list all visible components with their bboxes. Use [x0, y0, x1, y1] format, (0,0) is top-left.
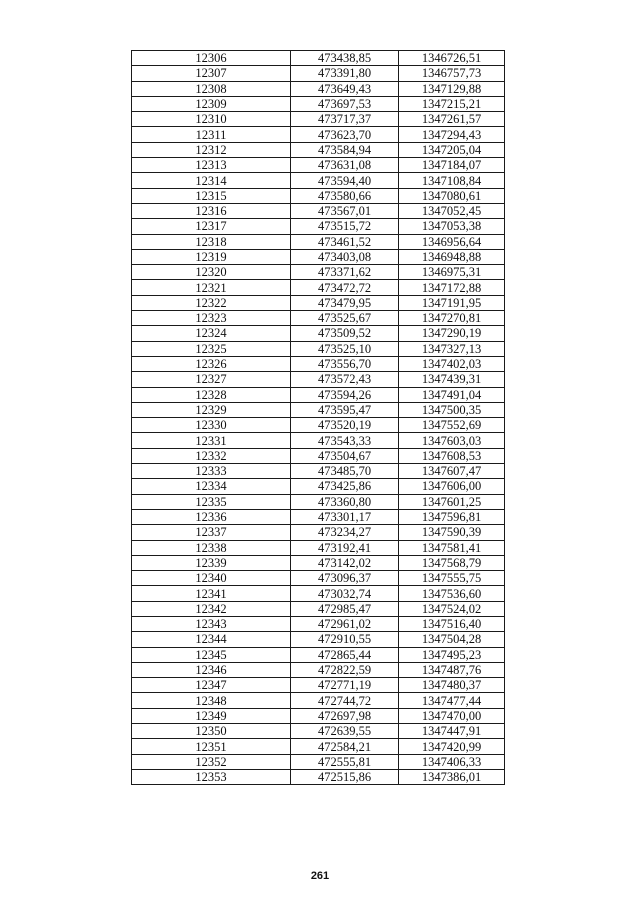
y-coordinate-cell: 1347581,41 — [399, 540, 505, 555]
table-row — [132, 127, 505, 142]
point-id-cell: 12310 — [132, 112, 291, 127]
x-coordinate-cell: 473509,52 — [291, 326, 399, 341]
y-coordinate-cell: 1346757,73 — [399, 66, 505, 81]
y-coordinate-cell: 1347555,75 — [399, 571, 505, 586]
x-coordinate-cell: 473301,17 — [291, 509, 399, 524]
table-row — [132, 662, 505, 677]
point-id-cell: 12352 — [132, 754, 291, 769]
table-row — [132, 188, 505, 203]
table-row — [132, 66, 505, 81]
table-row — [132, 632, 505, 647]
table-row — [132, 112, 505, 127]
x-coordinate-cell: 473192,41 — [291, 540, 399, 555]
x-coordinate-cell: 473360,80 — [291, 494, 399, 509]
x-coordinate-cell: 473425,86 — [291, 479, 399, 494]
x-coordinate-cell: 472822,59 — [291, 662, 399, 677]
y-coordinate-cell: 1347552,69 — [399, 418, 505, 433]
x-coordinate-cell: 473631,08 — [291, 158, 399, 173]
y-coordinate-cell: 1347470,00 — [399, 708, 505, 723]
y-coordinate-cell: 1347536,60 — [399, 586, 505, 601]
point-id-cell: 12326 — [132, 356, 291, 371]
point-id-cell: 12344 — [132, 632, 291, 647]
x-coordinate-cell: 473472,72 — [291, 280, 399, 295]
table-row — [132, 372, 505, 387]
point-id-cell: 12340 — [132, 571, 291, 586]
point-id-cell: 12325 — [132, 341, 291, 356]
y-coordinate-cell: 1347172,88 — [399, 280, 505, 295]
table-row — [132, 356, 505, 371]
x-coordinate-cell: 473520,19 — [291, 418, 399, 433]
x-coordinate-cell: 472584,21 — [291, 739, 399, 754]
y-coordinate-cell: 1347052,45 — [399, 203, 505, 218]
y-coordinate-cell: 1347491,04 — [399, 387, 505, 402]
y-coordinate-cell: 1347108,84 — [399, 173, 505, 188]
table-row — [132, 479, 505, 494]
point-id-cell: 12322 — [132, 295, 291, 310]
y-coordinate-cell: 1347184,07 — [399, 158, 505, 173]
table-row — [132, 555, 505, 570]
x-coordinate-cell: 473032,74 — [291, 586, 399, 601]
y-coordinate-cell: 1347402,03 — [399, 356, 505, 371]
point-id-cell: 12350 — [132, 724, 291, 739]
x-coordinate-cell: 473403,08 — [291, 249, 399, 264]
x-coordinate-cell: 473584,94 — [291, 142, 399, 157]
x-coordinate-cell: 472639,55 — [291, 724, 399, 739]
x-coordinate-cell: 472771,19 — [291, 678, 399, 693]
table-row — [132, 571, 505, 586]
x-coordinate-cell: 473717,37 — [291, 112, 399, 127]
table-row — [132, 525, 505, 540]
point-id-cell: 12308 — [132, 81, 291, 96]
point-id-cell: 12349 — [132, 708, 291, 723]
point-id-cell: 12323 — [132, 311, 291, 326]
table-row — [132, 739, 505, 754]
y-coordinate-cell: 1347603,03 — [399, 433, 505, 448]
point-id-cell: 12320 — [132, 265, 291, 280]
table-row — [132, 234, 505, 249]
table-row — [132, 448, 505, 463]
point-id-cell: 12337 — [132, 525, 291, 540]
y-coordinate-cell: 1347568,79 — [399, 555, 505, 570]
x-coordinate-cell: 472961,02 — [291, 616, 399, 631]
y-coordinate-cell: 1347590,39 — [399, 525, 505, 540]
x-coordinate-cell: 473594,40 — [291, 173, 399, 188]
table-row — [132, 418, 505, 433]
point-id-cell: 12331 — [132, 433, 291, 448]
point-id-cell: 12347 — [132, 678, 291, 693]
x-coordinate-cell: 473594,26 — [291, 387, 399, 402]
table-row — [132, 265, 505, 280]
table-row — [132, 754, 505, 769]
table-row — [132, 586, 505, 601]
point-id-cell: 12345 — [132, 647, 291, 662]
x-coordinate-cell: 472515,86 — [291, 769, 399, 784]
x-coordinate-cell: 472910,55 — [291, 632, 399, 647]
point-id-cell: 12324 — [132, 326, 291, 341]
x-coordinate-cell: 473567,01 — [291, 203, 399, 218]
point-id-cell: 12321 — [132, 280, 291, 295]
y-coordinate-cell: 1347215,21 — [399, 96, 505, 111]
x-coordinate-cell: 473623,70 — [291, 127, 399, 142]
x-coordinate-cell: 473556,70 — [291, 356, 399, 371]
table-row — [132, 81, 505, 96]
table-row — [132, 158, 505, 173]
y-coordinate-cell: 1346726,51 — [399, 51, 505, 66]
x-coordinate-cell: 472744,72 — [291, 693, 399, 708]
table-row — [132, 540, 505, 555]
x-coordinate-cell: 473543,33 — [291, 433, 399, 448]
x-coordinate-cell: 473461,52 — [291, 234, 399, 249]
y-coordinate-cell: 1347500,35 — [399, 402, 505, 417]
page-number: 261 — [310, 870, 330, 882]
x-coordinate-cell: 472985,47 — [291, 601, 399, 616]
x-coordinate-cell: 473515,72 — [291, 219, 399, 234]
point-id-cell: 12333 — [132, 464, 291, 479]
y-coordinate-cell: 1346948,88 — [399, 249, 505, 264]
point-id-cell: 12336 — [132, 509, 291, 524]
table-row — [132, 402, 505, 417]
point-id-cell: 12332 — [132, 448, 291, 463]
x-coordinate-cell: 473525,67 — [291, 311, 399, 326]
point-id-cell: 12316 — [132, 203, 291, 218]
y-coordinate-cell: 1347606,00 — [399, 479, 505, 494]
table-row — [132, 249, 505, 264]
table-row — [132, 173, 505, 188]
table-row — [132, 96, 505, 111]
y-coordinate-cell: 1347294,43 — [399, 127, 505, 142]
coordinates-table-body — [132, 51, 505, 785]
point-id-cell: 12327 — [132, 372, 291, 387]
point-id-cell: 12314 — [132, 173, 291, 188]
y-coordinate-cell: 1347270,81 — [399, 311, 505, 326]
table-row — [132, 509, 505, 524]
point-id-cell: 12353 — [132, 769, 291, 784]
y-coordinate-cell: 1347607,47 — [399, 464, 505, 479]
point-id-cell: 12318 — [132, 234, 291, 249]
y-coordinate-cell: 1346956,64 — [399, 234, 505, 249]
point-id-cell: 12339 — [132, 555, 291, 570]
y-coordinate-cell: 1347205,04 — [399, 142, 505, 157]
point-id-cell: 12338 — [132, 540, 291, 555]
y-coordinate-cell: 1347477,44 — [399, 693, 505, 708]
point-id-cell: 12343 — [132, 616, 291, 631]
table-row — [132, 616, 505, 631]
table-row — [132, 203, 505, 218]
table-row — [132, 280, 505, 295]
y-coordinate-cell: 1347290,19 — [399, 326, 505, 341]
table-row — [132, 494, 505, 509]
x-coordinate-cell: 473504,67 — [291, 448, 399, 463]
y-coordinate-cell: 1347439,31 — [399, 372, 505, 387]
y-coordinate-cell: 1347080,61 — [399, 188, 505, 203]
point-id-cell: 12309 — [132, 96, 291, 111]
table-row — [132, 341, 505, 356]
y-coordinate-cell: 1347487,76 — [399, 662, 505, 677]
x-coordinate-cell: 472865,44 — [291, 647, 399, 662]
point-id-cell: 12341 — [132, 586, 291, 601]
table-row — [132, 326, 505, 341]
table-row — [132, 647, 505, 662]
y-coordinate-cell: 1347608,53 — [399, 448, 505, 463]
x-coordinate-cell: 473479,95 — [291, 295, 399, 310]
point-id-cell: 12335 — [132, 494, 291, 509]
table-row — [132, 769, 505, 784]
x-coordinate-cell: 473649,43 — [291, 81, 399, 96]
y-coordinate-cell: 1347480,37 — [399, 678, 505, 693]
point-id-cell: 12342 — [132, 601, 291, 616]
x-coordinate-cell: 473572,43 — [291, 372, 399, 387]
table-row — [132, 464, 505, 479]
point-id-cell: 12311 — [132, 127, 291, 142]
point-id-cell: 12328 — [132, 387, 291, 402]
table-row — [132, 724, 505, 739]
point-id-cell: 12312 — [132, 142, 291, 157]
point-id-cell: 12351 — [132, 739, 291, 754]
table-row — [132, 51, 505, 66]
table-row — [132, 295, 505, 310]
y-coordinate-cell: 1346975,31 — [399, 265, 505, 280]
point-id-cell: 12313 — [132, 158, 291, 173]
y-coordinate-cell: 1347053,38 — [399, 219, 505, 234]
point-id-cell: 12319 — [132, 249, 291, 264]
y-coordinate-cell: 1347261,57 — [399, 112, 505, 127]
x-coordinate-cell: 473371,62 — [291, 265, 399, 280]
y-coordinate-cell: 1347447,91 — [399, 724, 505, 739]
point-id-cell: 12346 — [132, 662, 291, 677]
x-coordinate-cell: 473438,85 — [291, 51, 399, 66]
table-row — [132, 311, 505, 326]
point-id-cell: 12330 — [132, 418, 291, 433]
x-coordinate-cell: 473096,37 — [291, 571, 399, 586]
table-row — [132, 708, 505, 723]
y-coordinate-cell: 1347327,13 — [399, 341, 505, 356]
table-row — [132, 433, 505, 448]
point-id-cell: 12306 — [132, 51, 291, 66]
x-coordinate-cell: 473595,47 — [291, 402, 399, 417]
y-coordinate-cell: 1347420,99 — [399, 739, 505, 754]
y-coordinate-cell: 1347524,02 — [399, 601, 505, 616]
y-coordinate-cell: 1347386,01 — [399, 769, 505, 784]
x-coordinate-cell: 473234,27 — [291, 525, 399, 540]
x-coordinate-cell: 473485,70 — [291, 464, 399, 479]
table-row — [132, 142, 505, 157]
y-coordinate-cell: 1347504,28 — [399, 632, 505, 647]
y-coordinate-cell: 1347406,33 — [399, 754, 505, 769]
table-row — [132, 678, 505, 693]
table-row — [132, 387, 505, 402]
y-coordinate-cell: 1347601,25 — [399, 494, 505, 509]
x-coordinate-cell: 472697,98 — [291, 708, 399, 723]
table-row — [132, 601, 505, 616]
table-row — [132, 219, 505, 234]
x-coordinate-cell: 472555,81 — [291, 754, 399, 769]
table-row — [132, 693, 505, 708]
y-coordinate-cell: 1347596,81 — [399, 509, 505, 524]
y-coordinate-cell: 1347191,95 — [399, 295, 505, 310]
x-coordinate-cell: 473391,80 — [291, 66, 399, 81]
x-coordinate-cell: 473142,02 — [291, 555, 399, 570]
coordinates-table — [131, 50, 505, 785]
point-id-cell: 12307 — [132, 66, 291, 81]
point-id-cell: 12348 — [132, 693, 291, 708]
point-id-cell: 12334 — [132, 479, 291, 494]
y-coordinate-cell: 1347129,88 — [399, 81, 505, 96]
point-id-cell: 12329 — [132, 402, 291, 417]
x-coordinate-cell: 473697,53 — [291, 96, 399, 111]
x-coordinate-cell: 473525,10 — [291, 341, 399, 356]
y-coordinate-cell: 1347516,40 — [399, 616, 505, 631]
x-coordinate-cell: 473580,66 — [291, 188, 399, 203]
point-id-cell: 12315 — [132, 188, 291, 203]
point-id-cell: 12317 — [132, 219, 291, 234]
y-coordinate-cell: 1347495,23 — [399, 647, 505, 662]
